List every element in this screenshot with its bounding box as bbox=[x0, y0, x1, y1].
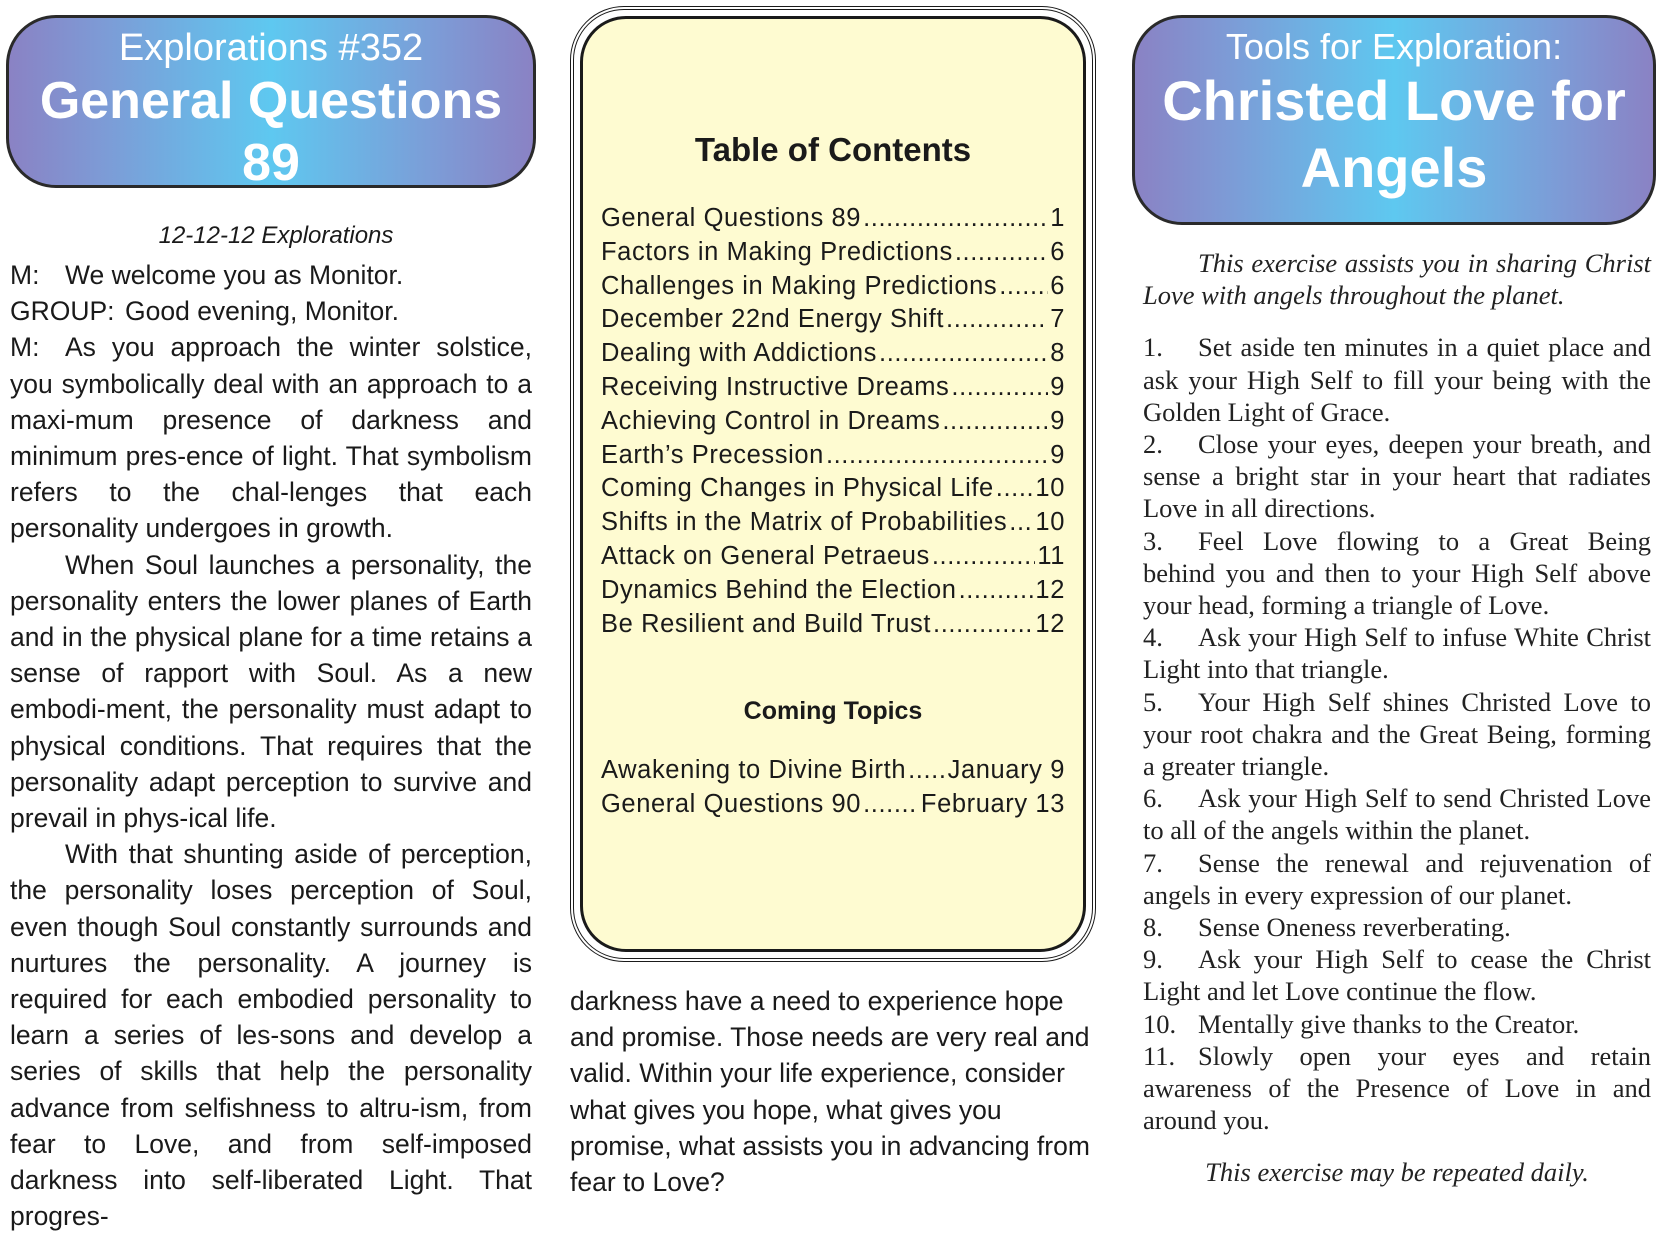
step-text: Ask your High Self to send Christed Love to all of the angels within the planet. bbox=[1143, 783, 1651, 846]
middle-article-continuation bbox=[570, 983, 1098, 1200]
exercise-step bbox=[1143, 686, 1651, 783]
step-text: Your High Self shines Christed Love to your root chakra and the Great Being, forming a greater triangle. bbox=[1143, 686, 1651, 782]
toc-entry[interactable] bbox=[601, 439, 1065, 473]
body-paragraph: darkness have a need to experience hope and promise. Those needs are very real and valid. Within your life experience, consider what gives you hope, what gives you promise, what assists you in advancing from fear to Love? bbox=[570, 986, 1090, 1198]
toc-entry-page: 10 bbox=[1035, 508, 1065, 537]
dot-leader bbox=[908, 754, 946, 788]
toc-entry-page: 6 bbox=[1050, 237, 1065, 266]
coming-topic-entry bbox=[601, 788, 1065, 822]
article-date-line: 12-12-12 Explorations bbox=[158, 222, 394, 249]
speaker-label: M: bbox=[10, 260, 40, 290]
coming-topic-title: General Questions 90 bbox=[601, 789, 862, 818]
dot-leader bbox=[959, 574, 1034, 608]
table-of-contents-box bbox=[570, 6, 1096, 962]
toc-entry[interactable] bbox=[601, 202, 1065, 236]
step-text: Ask your High Self to infuse White Christ Light into that triangle. bbox=[1143, 622, 1651, 685]
step-text: Ask your High Self to cease the Christ Light and let Love continue the flow. bbox=[1143, 944, 1651, 1007]
toc-inner-panel bbox=[580, 16, 1086, 952]
step-text: Sense the renewal and rejuvenation of angels in every expression of our planet. bbox=[1143, 847, 1651, 910]
exercise-outro: This exercise may be repeated daily. bbox=[1205, 1157, 1589, 1188]
toc-entry-page: 11 bbox=[1037, 541, 1065, 570]
dot-leader bbox=[955, 236, 1048, 270]
toc-entry-page: 9 bbox=[1050, 406, 1065, 435]
toc-entry-title: Achieving Control in Dreams bbox=[601, 406, 941, 435]
step-number: 10. bbox=[1143, 1008, 1177, 1039]
toc-entry-page: 8 bbox=[1050, 339, 1065, 368]
exercise-step bbox=[1143, 782, 1651, 846]
exercise-step bbox=[1143, 331, 1651, 428]
left-banner-title: General Questions 89 bbox=[39, 72, 503, 192]
step-text: Feel Love flowing to a Great Being behind you and then to your High Self above your head, forming a triangle of Love. bbox=[1143, 525, 1651, 621]
exercise-step bbox=[1143, 428, 1651, 525]
right-exercise-column bbox=[1143, 247, 1651, 1189]
left-article-column bbox=[10, 219, 532, 1234]
toc-entry-title: December 22nd Energy Shift bbox=[601, 305, 945, 334]
toc-list bbox=[601, 202, 1065, 641]
toc-entry-title: Dealing with Addictions bbox=[601, 339, 878, 368]
right-banner-title-line1: Christed Love for bbox=[1162, 69, 1626, 132]
toc-entry-page: 1 bbox=[1050, 204, 1065, 232]
toc-entry-page: 9 bbox=[1050, 440, 1065, 469]
right-title-banner bbox=[1132, 15, 1656, 225]
toc-entry[interactable] bbox=[601, 506, 1065, 540]
dialogue-line bbox=[10, 329, 532, 546]
dot-leader bbox=[863, 202, 1048, 236]
right-banner-subtitle: Tools for Exploration: bbox=[1225, 26, 1563, 67]
coming-topic-title: Awakening to Divine Birth bbox=[601, 756, 907, 784]
toc-entry-title: Receiving Instructive Dreams bbox=[601, 372, 950, 401]
exercise-step bbox=[1143, 525, 1651, 622]
exercise-intro: This exercise assists you in sharing Christ Love with angels throughout the planet. bbox=[1143, 248, 1651, 311]
toc-entry[interactable] bbox=[601, 236, 1065, 270]
step-number: 1. bbox=[1143, 332, 1163, 363]
toc-entry-title: Attack on General Petraeus bbox=[601, 541, 930, 570]
exercise-step bbox=[1143, 621, 1651, 685]
step-number: 4. bbox=[1143, 622, 1163, 653]
step-number: 11. bbox=[1143, 1040, 1176, 1071]
toc-entry-title: Be Resilient and Build Trust bbox=[601, 609, 932, 638]
dot-leader bbox=[879, 337, 1048, 371]
step-number: 6. bbox=[1143, 783, 1163, 814]
body-paragraph: When Soul launches a personality, the personality enters the lower planes of Earth and in the physical plane for a time retains a sense of rapport with Soul. As a new embodi-ment, the personality must adapt to physical conditions. That requires that the personality adapt perception to survive and prevail in phys-ical life. bbox=[10, 549, 532, 834]
step-text: Slowly open your eyes and retain awareness of the Presence of Love in and around you. bbox=[1143, 1040, 1651, 1136]
exercise-step bbox=[1143, 1040, 1651, 1137]
coming-topics-list bbox=[601, 754, 1065, 822]
dot-leader bbox=[863, 788, 919, 822]
toc-entry-title: Shifts in the Matrix of Probabilities bbox=[601, 508, 1008, 537]
toc-entry[interactable] bbox=[601, 405, 1065, 439]
step-text: Mentally give thanks to the Creator. bbox=[1198, 1008, 1580, 1039]
step-number: 3. bbox=[1143, 525, 1163, 556]
toc-heading: Table of Contents bbox=[694, 131, 972, 168]
step-number: 2. bbox=[1143, 429, 1163, 460]
step-number: 7. bbox=[1143, 847, 1163, 878]
left-title-banner bbox=[6, 15, 536, 192]
dot-leader bbox=[946, 303, 1048, 337]
dot-leader bbox=[942, 405, 1048, 439]
step-number: 9. bbox=[1143, 944, 1163, 975]
toc-entry-title: Challenges in Making Predictions bbox=[601, 271, 998, 300]
toc-entry-title: Dynamics Behind the Election bbox=[601, 575, 957, 604]
toc-entry-title: General Questions 89 bbox=[601, 204, 862, 232]
dot-leader bbox=[951, 371, 1048, 405]
dot-leader bbox=[1009, 506, 1033, 540]
dot-leader bbox=[996, 472, 1034, 506]
right-banner-title-line2: Angels bbox=[1300, 136, 1488, 199]
toc-entry[interactable] bbox=[601, 337, 1065, 371]
dialogue-text: We welcome you as Monitor. bbox=[65, 260, 404, 290]
toc-entry[interactable] bbox=[601, 303, 1065, 337]
toc-entry[interactable] bbox=[601, 472, 1065, 506]
exercise-step bbox=[1143, 943, 1651, 1007]
coming-topics-heading: Coming Topics bbox=[743, 697, 923, 725]
toc-entry[interactable] bbox=[601, 608, 1065, 642]
toc-entry[interactable] bbox=[601, 270, 1065, 304]
step-text: Sense Oneness reverberating. bbox=[1198, 912, 1511, 943]
dot-leader bbox=[999, 270, 1048, 304]
toc-entry-page: 12 bbox=[1035, 575, 1065, 604]
dot-leader bbox=[932, 540, 1035, 574]
coming-topic-date: February 13 bbox=[920, 789, 1065, 818]
toc-entry-page: 9 bbox=[1050, 372, 1065, 401]
toc-entry-title: Coming Changes in Physical Life bbox=[601, 474, 994, 503]
toc-entry-page: 10 bbox=[1035, 474, 1065, 503]
coming-topic-date: January 9 bbox=[947, 756, 1065, 784]
dialogue-text: Good evening, Monitor. bbox=[125, 296, 400, 327]
exercise-step bbox=[1143, 911, 1651, 943]
coming-topic-entry bbox=[601, 754, 1065, 788]
step-text: Close your eyes, deepen your breath, and sense a bright star in your heart that radiates Love in all directions. bbox=[1143, 429, 1651, 524]
step-number: 8. bbox=[1143, 912, 1163, 943]
dialogue-line bbox=[10, 293, 532, 329]
toc-entry-title: Earth’s Precession bbox=[601, 440, 824, 469]
toc-entry[interactable] bbox=[601, 574, 1065, 608]
exercise-step bbox=[1143, 847, 1651, 911]
toc-entry[interactable] bbox=[601, 371, 1065, 405]
toc-entry-page: 6 bbox=[1050, 271, 1065, 300]
speaker-label: M: bbox=[10, 332, 40, 363]
toc-entry-title: Factors in Making Predictions bbox=[601, 237, 953, 266]
exercise-step bbox=[1143, 1008, 1651, 1040]
dot-leader bbox=[933, 608, 1033, 642]
step-number: 5. bbox=[1143, 686, 1163, 717]
dialogue-text: As you approach the winter solstice, you symbolically deal with an approach to a maxi-mum presence of darkness and minimum pres-ence of light. That symbolism refers to the chal-lenges that each personality undergoes in growth. bbox=[10, 332, 532, 544]
toc-entry[interactable] bbox=[601, 540, 1065, 574]
body-paragraph: With that shunting aside of perception, the personality loses perception of Soul, even though Soul constantly surrounds and nurtures the personality. A journey is required for each embodied personality to learn a series of les-sons and develop a series of skills that help the personality advance from selfishness to altru-ism, from fear to Love, and from self-imposed darkness into self-liberated Light. That progres- bbox=[10, 839, 532, 1232]
dot-leader bbox=[826, 439, 1048, 473]
step-text: Set aside ten minutes in a quiet place and ask your High Self to fill your being with the Golden Light of Grace. bbox=[1143, 332, 1651, 427]
toc-entry-page: 7 bbox=[1050, 305, 1065, 334]
toc-entry-page: 12 bbox=[1035, 609, 1065, 638]
dialogue-line bbox=[10, 257, 532, 293]
left-banner-subtitle: Explorations #352 bbox=[118, 27, 424, 69]
speaker-label: GROUP: bbox=[10, 296, 115, 327]
